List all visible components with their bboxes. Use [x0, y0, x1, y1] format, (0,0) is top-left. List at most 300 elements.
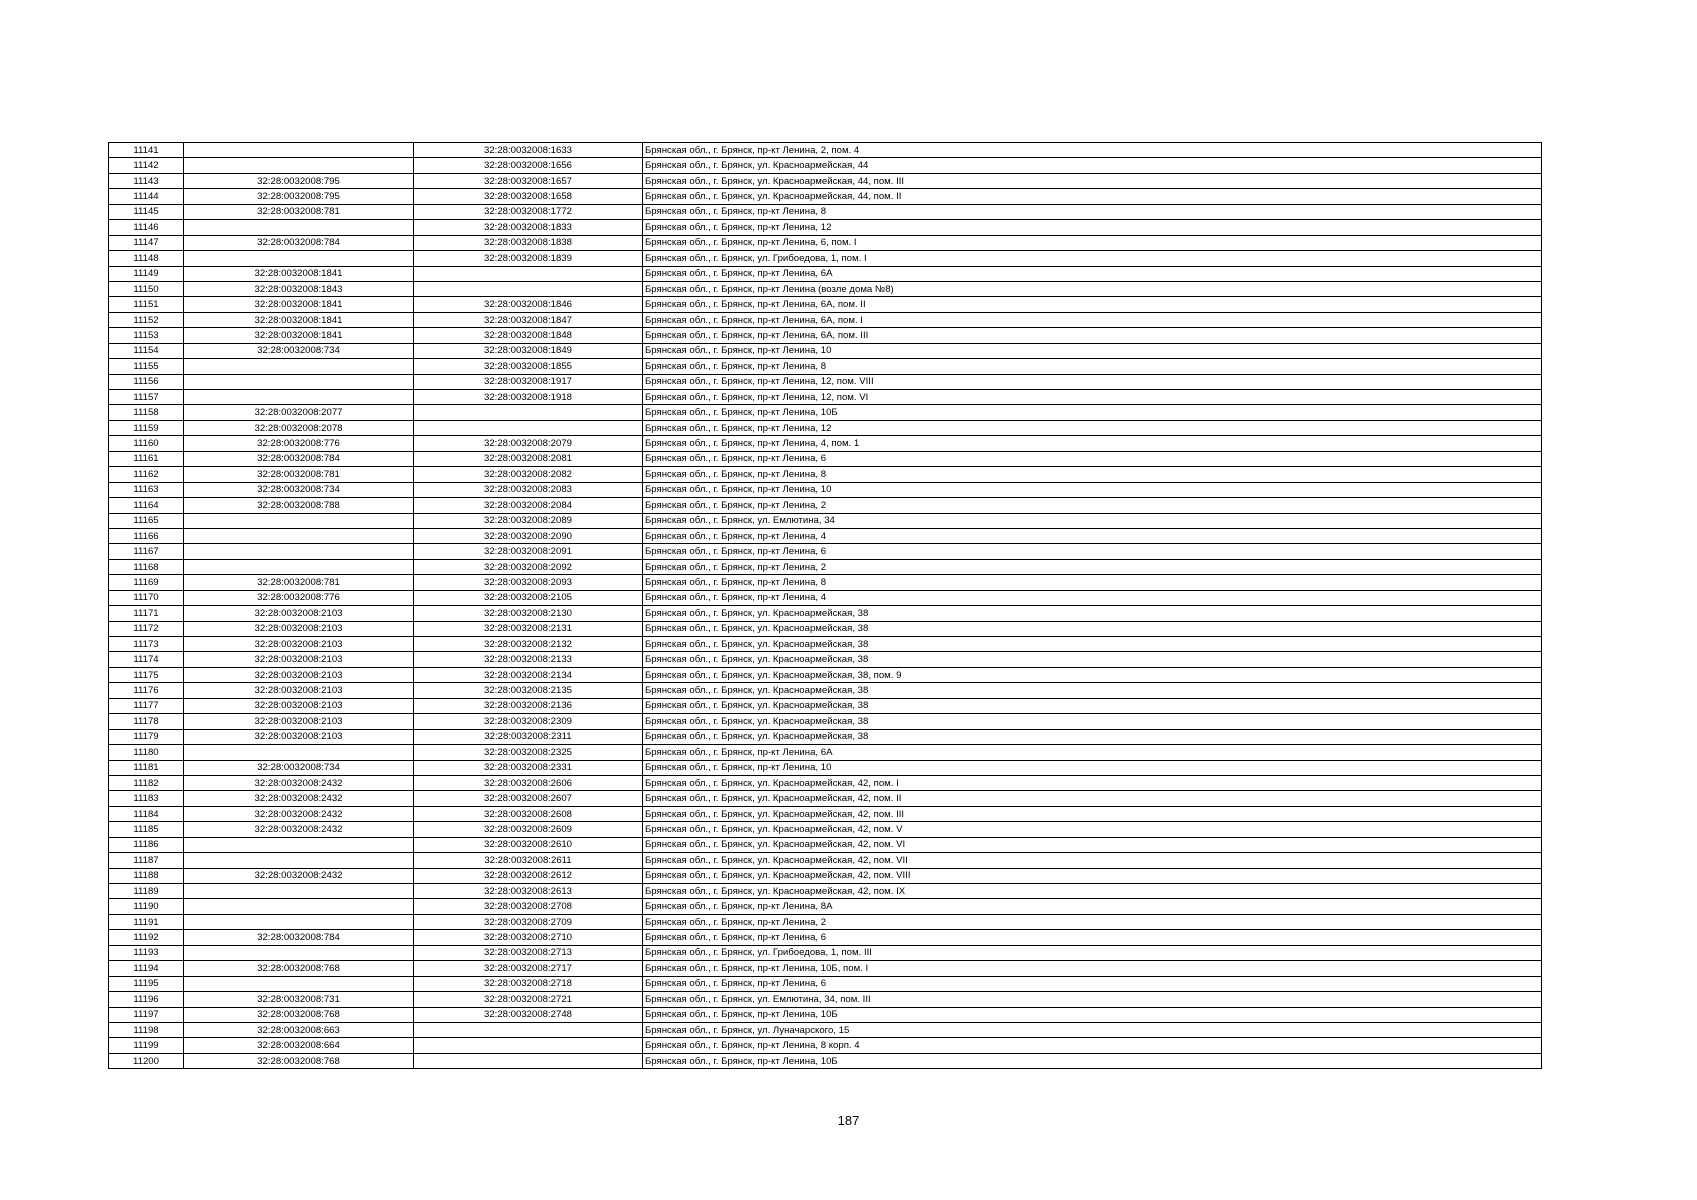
- address-cell: Брянская обл., г. Брянск, пр-кт Ленина, 12, пом. VIII: [643, 374, 1542, 389]
- address-cell: Брянская обл., г. Брянск, ул. Красноармейская, 38: [643, 698, 1542, 713]
- cadastral-number-cell: 32:28:0032008:1841: [184, 266, 414, 281]
- cadastral-number-cell: [184, 513, 414, 528]
- object-cadastral-number-cell: 32:28:0032008:2136: [414, 698, 643, 713]
- object-cadastral-number-cell: 32:28:0032008:2331: [414, 760, 643, 775]
- object-cadastral-number-cell: 32:28:0032008:2135: [414, 683, 643, 698]
- table-row: [109, 837, 1542, 852]
- table-row: [109, 266, 1542, 281]
- row-number-cell: 11194: [109, 961, 184, 976]
- object-cadastral-number-cell: 32:28:0032008:1846: [414, 297, 643, 312]
- row-number-cell: 11142: [109, 158, 184, 173]
- row-number-cell: 11193: [109, 945, 184, 960]
- cadastral-number-cell: 32:28:0032008:776: [184, 436, 414, 451]
- object-cadastral-number-cell: 32:28:0032008:1917: [414, 374, 643, 389]
- table-row: [109, 652, 1542, 667]
- table-row: [109, 914, 1542, 929]
- row-number-cell: 11148: [109, 251, 184, 266]
- cadastral-number-cell: [184, 945, 414, 960]
- table-row: [109, 1038, 1542, 1053]
- object-cadastral-number-cell: 32:28:0032008:2608: [414, 806, 643, 821]
- address-cell: Брянская обл., г. Брянск, пр-кт Ленина, 6: [643, 451, 1542, 466]
- cadastral-number-cell: [184, 884, 414, 899]
- address-cell: Брянская обл., г. Брянск, пр-кт Ленина, 2: [643, 498, 1542, 513]
- table-row: [109, 528, 1542, 543]
- row-number-cell: 11197: [109, 1007, 184, 1022]
- address-cell: Брянская обл., г. Брянск, пр-кт Ленина, 8: [643, 204, 1542, 219]
- address-cell: Брянская обл., г. Брянск, ул. Красноармейская, 42, пом. VI: [643, 837, 1542, 852]
- address-cell: Брянская обл., г. Брянск, ул. Красноармейская, 38: [643, 621, 1542, 636]
- row-number-cell: 11156: [109, 374, 184, 389]
- address-cell: Брянская обл., г. Брянск, пр-кт Ленина, 6: [643, 930, 1542, 945]
- cadastral-number-cell: [184, 220, 414, 235]
- address-cell: Брянская обл., г. Брянск, пр-кт Ленина, 2: [643, 559, 1542, 574]
- row-number-cell: 11167: [109, 544, 184, 559]
- table-row: [109, 343, 1542, 358]
- row-number-cell: 11170: [109, 590, 184, 605]
- address-cell: Брянская обл., г. Брянск, пр-кт Ленина, 4: [643, 590, 1542, 605]
- address-cell: Брянская обл., г. Брянск, ул. Красноармейская, 38: [643, 714, 1542, 729]
- cadastral-number-cell: [184, 559, 414, 574]
- cadastral-number-cell: 32:28:0032008:2103: [184, 714, 414, 729]
- row-number-cell: 11173: [109, 637, 184, 652]
- object-cadastral-number-cell: 32:28:0032008:1658: [414, 189, 643, 204]
- table-row: [109, 235, 1542, 250]
- table-row: [109, 884, 1542, 899]
- row-number-cell: 11174: [109, 652, 184, 667]
- table-row: [109, 498, 1542, 513]
- address-cell: Брянская обл., г. Брянск, ул. Красноармейская, 38, пом. 9: [643, 667, 1542, 682]
- object-cadastral-number-cell: 32:28:0032008:2132: [414, 637, 643, 652]
- address-cell: Брянская обл., г. Брянск, пр-кт Ленина (возле дома №8): [643, 281, 1542, 296]
- cadastral-number-cell: 32:28:0032008:795: [184, 173, 414, 188]
- address-cell: Брянская обл., г. Брянск, пр-кт Ленина, 4: [643, 528, 1542, 543]
- table-row: [109, 683, 1542, 698]
- address-cell: Брянская обл., г. Брянск, пр-кт Ленина, 6: [643, 976, 1542, 991]
- address-cell: Брянская обл., г. Брянск, ул. Красноармейская, 38: [643, 606, 1542, 621]
- address-cell: Брянская обл., г. Брянск, пр-кт Ленина, 8: [643, 467, 1542, 482]
- object-cadastral-number-cell: 32:28:0032008:2713: [414, 945, 643, 960]
- object-cadastral-number-cell: [414, 281, 643, 296]
- cadastral-number-cell: 32:28:0032008:731: [184, 992, 414, 1007]
- table-row: [109, 1053, 1542, 1068]
- object-cadastral-number-cell: 32:28:0032008:1849: [414, 343, 643, 358]
- object-cadastral-number-cell: 32:28:0032008:1633: [414, 143, 643, 158]
- table-row: [109, 467, 1542, 482]
- address-cell: Брянская обл., г. Брянск, пр-кт Ленина, 12: [643, 420, 1542, 435]
- table-row: [109, 899, 1542, 914]
- object-cadastral-number-cell: 32:28:0032008:1918: [414, 390, 643, 405]
- row-number-cell: 11175: [109, 667, 184, 682]
- table-row: [109, 251, 1542, 266]
- cadastral-number-cell: 32:28:0032008:2077: [184, 405, 414, 420]
- row-number-cell: 11198: [109, 1022, 184, 1037]
- row-number-cell: 11159: [109, 420, 184, 435]
- address-cell: Брянская обл., г. Брянск, ул. Луначарского, 15: [643, 1022, 1542, 1037]
- row-number-cell: 11200: [109, 1053, 184, 1068]
- table-row: [109, 559, 1542, 574]
- object-cadastral-number-cell: 32:28:0032008:2091: [414, 544, 643, 559]
- address-cell: Брянская обл., г. Брянск, пр-кт Ленина, 8 корп. 4: [643, 1038, 1542, 1053]
- row-number-cell: 11185: [109, 822, 184, 837]
- row-number-cell: 11147: [109, 235, 184, 250]
- object-cadastral-number-cell: 32:28:0032008:2089: [414, 513, 643, 528]
- row-number-cell: 11166: [109, 528, 184, 543]
- row-number-cell: 11189: [109, 884, 184, 899]
- table-row: [109, 868, 1542, 883]
- object-cadastral-number-cell: 32:28:0032008:2311: [414, 729, 643, 744]
- cadastral-number-cell: [184, 853, 414, 868]
- address-cell: Брянская обл., г. Брянск, ул. Грибоедова, 1, пом. I: [643, 251, 1542, 266]
- table-row: [109, 158, 1542, 173]
- cadastral-number-cell: 32:28:0032008:734: [184, 343, 414, 358]
- address-cell: Брянская обл., г. Брянск, пр-кт Ленина, 10: [643, 760, 1542, 775]
- object-cadastral-number-cell: 32:28:0032008:2613: [414, 884, 643, 899]
- address-cell: Брянская обл., г. Брянск, ул. Красноармейская, 38: [643, 729, 1542, 744]
- registry-table: [108, 142, 1542, 1069]
- table-row: [109, 822, 1542, 837]
- row-number-cell: 11165: [109, 513, 184, 528]
- address-cell: Брянская обл., г. Брянск, пр-кт Ленина, 10Б: [643, 1053, 1542, 1068]
- table-row: [109, 1007, 1542, 1022]
- row-number-cell: 11183: [109, 791, 184, 806]
- cadastral-number-cell: 32:28:0032008:2432: [184, 822, 414, 837]
- object-cadastral-number-cell: 32:28:0032008:1657: [414, 173, 643, 188]
- object-cadastral-number-cell: 32:28:0032008:2611: [414, 853, 643, 868]
- cadastral-number-cell: 32:28:0032008:2103: [184, 606, 414, 621]
- cadastral-number-cell: 32:28:0032008:1841: [184, 297, 414, 312]
- row-number-cell: 11180: [109, 745, 184, 760]
- address-cell: Брянская обл., г. Брянск, ул. Красноармейская, 44, пом. III: [643, 173, 1542, 188]
- object-cadastral-number-cell: 32:28:0032008:2748: [414, 1007, 643, 1022]
- cadastral-number-cell: 32:28:0032008:664: [184, 1038, 414, 1053]
- row-number-cell: 11152: [109, 312, 184, 327]
- table-row: [109, 143, 1542, 158]
- address-cell: Брянская обл., г. Брянск, пр-кт Ленина, 8: [643, 359, 1542, 374]
- row-number-cell: 11199: [109, 1038, 184, 1053]
- table-row: [109, 390, 1542, 405]
- object-cadastral-number-cell: 32:28:0032008:2092: [414, 559, 643, 574]
- row-number-cell: 11157: [109, 390, 184, 405]
- row-number-cell: 11178: [109, 714, 184, 729]
- table-row: [109, 204, 1542, 219]
- cadastral-number-cell: 32:28:0032008:734: [184, 760, 414, 775]
- address-cell: Брянская обл., г. Брянск, ул. Красноармейская, 38: [643, 652, 1542, 667]
- cadastral-number-cell: [184, 976, 414, 991]
- cadastral-number-cell: [184, 745, 414, 760]
- row-number-cell: 11143: [109, 173, 184, 188]
- object-cadastral-number-cell: 32:28:0032008:2609: [414, 822, 643, 837]
- row-number-cell: 11188: [109, 868, 184, 883]
- table-row: [109, 575, 1542, 590]
- address-cell: Брянская обл., г. Брянск, пр-кт Ленина, 12: [643, 220, 1542, 235]
- address-cell: Брянская обл., г. Брянск, ул. Красноармейская, 42, пом. I: [643, 775, 1542, 790]
- address-cell: Брянская обл., г. Брянск, пр-кт Ленина, 6А, пом. III: [643, 328, 1542, 343]
- address-cell: Брянская обл., г. Брянск, ул. Красноармейская, 42, пом. V: [643, 822, 1542, 837]
- object-cadastral-number-cell: 32:28:0032008:1839: [414, 251, 643, 266]
- row-number-cell: 11179: [109, 729, 184, 744]
- cadastral-number-cell: [184, 899, 414, 914]
- row-number-cell: 11160: [109, 436, 184, 451]
- object-cadastral-number-cell: [414, 1053, 643, 1068]
- row-number-cell: 11161: [109, 451, 184, 466]
- address-cell: Брянская обл., г. Брянск, пр-кт Ленина, 6А, пом. I: [643, 312, 1542, 327]
- object-cadastral-number-cell: 32:28:0032008:2709: [414, 914, 643, 929]
- object-cadastral-number-cell: 32:28:0032008:2606: [414, 775, 643, 790]
- table-row: [109, 281, 1542, 296]
- address-cell: Брянская обл., г. Брянск, пр-кт Ленина, 6А: [643, 266, 1542, 281]
- row-number-cell: 11149: [109, 266, 184, 281]
- cadastral-number-cell: [184, 390, 414, 405]
- row-number-cell: 11182: [109, 775, 184, 790]
- table-row: [109, 374, 1542, 389]
- cadastral-number-cell: 32:28:0032008:768: [184, 1053, 414, 1068]
- cadastral-number-cell: 32:28:0032008:2103: [184, 621, 414, 636]
- table-row: [109, 173, 1542, 188]
- table-row: [109, 992, 1542, 1007]
- object-cadastral-number-cell: 32:28:0032008:2081: [414, 451, 643, 466]
- row-number-cell: 11172: [109, 621, 184, 636]
- row-number-cell: 11146: [109, 220, 184, 235]
- table-row: [109, 791, 1542, 806]
- cadastral-number-cell: 32:28:0032008:784: [184, 451, 414, 466]
- row-number-cell: 11171: [109, 606, 184, 621]
- cadastral-number-cell: 32:28:0032008:2078: [184, 420, 414, 435]
- table-row: [109, 853, 1542, 868]
- cadastral-number-cell: [184, 544, 414, 559]
- address-cell: Брянская обл., г. Брянск, пр-кт Ленина, 8: [643, 575, 1542, 590]
- table-row: [109, 775, 1542, 790]
- address-cell: Брянская обл., г. Брянск, пр-кт Ленина, 10Б, пом. I: [643, 961, 1542, 976]
- cadastral-number-cell: [184, 143, 414, 158]
- cadastral-number-cell: 32:28:0032008:2432: [184, 806, 414, 821]
- object-cadastral-number-cell: 32:28:0032008:1838: [414, 235, 643, 250]
- address-cell: Брянская обл., г. Брянск, ул. Красноармейская, 38: [643, 637, 1542, 652]
- cadastral-number-cell: 32:28:0032008:784: [184, 930, 414, 945]
- address-cell: Брянская обл., г. Брянск, ул. Красноармейская, 42, пом. III: [643, 806, 1542, 821]
- cadastral-number-cell: 32:28:0032008:781: [184, 575, 414, 590]
- object-cadastral-number-cell: [414, 420, 643, 435]
- cadastral-number-cell: 32:28:0032008:788: [184, 498, 414, 513]
- row-number-cell: 11164: [109, 498, 184, 513]
- address-cell: Брянская обл., г. Брянск, пр-кт Ленина, 10: [643, 482, 1542, 497]
- address-cell: Брянская обл., г. Брянск, ул. Емлютина, 34, пом. III: [643, 992, 1542, 1007]
- object-cadastral-number-cell: 32:28:0032008:2105: [414, 590, 643, 605]
- table-row: [109, 297, 1542, 312]
- cadastral-number-cell: 32:28:0032008:2432: [184, 775, 414, 790]
- table-row: [109, 1022, 1542, 1037]
- object-cadastral-number-cell: [414, 405, 643, 420]
- table-row: [109, 698, 1542, 713]
- cadastral-number-cell: [184, 359, 414, 374]
- address-cell: Брянская обл., г. Брянск, ул. Красноармейская, 42, пом. IX: [643, 884, 1542, 899]
- address-cell: Брянская обл., г. Брянск, пр-кт Ленина, 6А, пом. II: [643, 297, 1542, 312]
- cadastral-number-cell: 32:28:0032008:768: [184, 1007, 414, 1022]
- row-number-cell: 11181: [109, 760, 184, 775]
- table-row: [109, 220, 1542, 235]
- address-cell: Брянская обл., г. Брянск, пр-кт Ленина, 6: [643, 544, 1542, 559]
- address-cell: Брянская обл., г. Брянск, пр-кт Ленина, 2: [643, 914, 1542, 929]
- cadastral-number-cell: [184, 914, 414, 929]
- cadastral-number-cell: 32:28:0032008:1841: [184, 312, 414, 327]
- table-row: [109, 745, 1542, 760]
- cadastral-number-cell: 32:28:0032008:2103: [184, 667, 414, 682]
- object-cadastral-number-cell: 32:28:0032008:2131: [414, 621, 643, 636]
- object-cadastral-number-cell: 32:28:0032008:2708: [414, 899, 643, 914]
- row-number-cell: 11187: [109, 853, 184, 868]
- table-row: [109, 482, 1542, 497]
- table-row: [109, 405, 1542, 420]
- address-cell: Брянская обл., г. Брянск, пр-кт Ленина, 8А: [643, 899, 1542, 914]
- table-row: [109, 436, 1542, 451]
- table-row: [109, 328, 1542, 343]
- object-cadastral-number-cell: 32:28:0032008:2607: [414, 791, 643, 806]
- row-number-cell: 11154: [109, 343, 184, 358]
- row-number-cell: 11184: [109, 806, 184, 821]
- table-row: [109, 544, 1542, 559]
- cadastral-number-cell: 32:28:0032008:2103: [184, 652, 414, 667]
- cadastral-number-cell: [184, 251, 414, 266]
- address-cell: Брянская обл., г. Брянск, ул. Красноармейская, 42, пом. VIII: [643, 868, 1542, 883]
- address-cell: Брянская обл., г. Брянск, пр-кт Ленина, 10: [643, 343, 1542, 358]
- row-number-cell: 11163: [109, 482, 184, 497]
- address-cell: Брянская обл., г. Брянск, пр-кт Ленина, 2, пом. 4: [643, 143, 1542, 158]
- object-cadastral-number-cell: 32:28:0032008:2717: [414, 961, 643, 976]
- table-row: [109, 760, 1542, 775]
- object-cadastral-number-cell: [414, 266, 643, 281]
- table-row: [109, 420, 1542, 435]
- object-cadastral-number-cell: 32:28:0032008:2082: [414, 467, 643, 482]
- cadastral-number-cell: 32:28:0032008:776: [184, 590, 414, 605]
- table-row: [109, 961, 1542, 976]
- row-number-cell: 11153: [109, 328, 184, 343]
- object-cadastral-number-cell: 32:28:0032008:2134: [414, 667, 643, 682]
- cadastral-number-cell: 32:28:0032008:781: [184, 467, 414, 482]
- registry-table-body: [109, 143, 1542, 1069]
- address-cell: Брянская обл., г. Брянск, ул. Красноармейская, 44: [643, 158, 1542, 173]
- object-cadastral-number-cell: 32:28:0032008:2612: [414, 868, 643, 883]
- row-number-cell: 11177: [109, 698, 184, 713]
- table-row: [109, 930, 1542, 945]
- object-cadastral-number-cell: 32:28:0032008:2718: [414, 976, 643, 991]
- row-number-cell: 11151: [109, 297, 184, 312]
- table-row: [109, 312, 1542, 327]
- table-row: [109, 729, 1542, 744]
- address-cell: Брянская обл., г. Брянск, ул. Красноармейская, 42, пом. VII: [643, 853, 1542, 868]
- cadastral-number-cell: 32:28:0032008:663: [184, 1022, 414, 1037]
- table-row: [109, 606, 1542, 621]
- cadastral-number-cell: [184, 374, 414, 389]
- table-row: [109, 637, 1542, 652]
- row-number-cell: 11158: [109, 405, 184, 420]
- table-row: [109, 945, 1542, 960]
- row-number-cell: 11190: [109, 899, 184, 914]
- object-cadastral-number-cell: 32:28:0032008:2083: [414, 482, 643, 497]
- table-row: [109, 451, 1542, 466]
- address-cell: Брянская обл., г. Брянск, ул. Красноармейская, 38: [643, 683, 1542, 698]
- table-row: [109, 667, 1542, 682]
- address-cell: Брянская обл., г. Брянск, пр-кт Ленина, 6А: [643, 745, 1542, 760]
- cadastral-number-cell: [184, 158, 414, 173]
- table-row: [109, 621, 1542, 636]
- table-row: [109, 189, 1542, 204]
- cadastral-number-cell: 32:28:0032008:2432: [184, 791, 414, 806]
- cadastral-number-cell: 32:28:0032008:2103: [184, 683, 414, 698]
- address-cell: Брянская обл., г. Брянск, пр-кт Ленина, 10Б: [643, 405, 1542, 420]
- cadastral-number-cell: 32:28:0032008:734: [184, 482, 414, 497]
- address-cell: Брянская обл., г. Брянск, пр-кт Ленина, 12, пом. VI: [643, 390, 1542, 405]
- cadastral-number-cell: 32:28:0032008:795: [184, 189, 414, 204]
- object-cadastral-number-cell: 32:28:0032008:1848: [414, 328, 643, 343]
- address-cell: Брянская обл., г. Брянск, пр-кт Ленина, 4, пом. 1: [643, 436, 1542, 451]
- row-number-cell: 11141: [109, 143, 184, 158]
- table-row: [109, 359, 1542, 374]
- row-number-cell: 11195: [109, 976, 184, 991]
- object-cadastral-number-cell: 32:28:0032008:2721: [414, 992, 643, 1007]
- address-cell: Брянская обл., г. Брянск, ул. Емлютина, 34: [643, 513, 1542, 528]
- object-cadastral-number-cell: 32:28:0032008:1847: [414, 312, 643, 327]
- table-row: [109, 590, 1542, 605]
- object-cadastral-number-cell: 32:28:0032008:2710: [414, 930, 643, 945]
- object-cadastral-number-cell: 32:28:0032008:1772: [414, 204, 643, 219]
- cadastral-number-cell: 32:28:0032008:784: [184, 235, 414, 250]
- row-number-cell: 11168: [109, 559, 184, 574]
- row-number-cell: 11169: [109, 575, 184, 590]
- row-number-cell: 11162: [109, 467, 184, 482]
- object-cadastral-number-cell: 32:28:0032008:2084: [414, 498, 643, 513]
- cadastral-number-cell: 32:28:0032008:768: [184, 961, 414, 976]
- cadastral-number-cell: [184, 837, 414, 852]
- object-cadastral-number-cell: 32:28:0032008:2130: [414, 606, 643, 621]
- row-number-cell: 11186: [109, 837, 184, 852]
- table-row: [109, 976, 1542, 991]
- address-cell: Брянская обл., г. Брянск, пр-кт Ленина, 10Б: [643, 1007, 1542, 1022]
- cadastral-number-cell: 32:28:0032008:2103: [184, 729, 414, 744]
- table-row: [109, 513, 1542, 528]
- object-cadastral-number-cell: 32:28:0032008:2309: [414, 714, 643, 729]
- address-cell: Брянская обл., г. Брянск, ул. Красноармейская, 42, пом. II: [643, 791, 1542, 806]
- object-cadastral-number-cell: 32:28:0032008:2093: [414, 575, 643, 590]
- object-cadastral-number-cell: 32:28:0032008:1656: [414, 158, 643, 173]
- object-cadastral-number-cell: 32:28:0032008:1833: [414, 220, 643, 235]
- row-number-cell: 11144: [109, 189, 184, 204]
- cadastral-number-cell: [184, 528, 414, 543]
- object-cadastral-number-cell: 32:28:0032008:2610: [414, 837, 643, 852]
- cadastral-number-cell: 32:28:0032008:781: [184, 204, 414, 219]
- row-number-cell: 11192: [109, 930, 184, 945]
- address-cell: Брянская обл., г. Брянск, ул. Грибоедова, 1, пом. III: [643, 945, 1542, 960]
- row-number-cell: 11196: [109, 992, 184, 1007]
- cadastral-number-cell: 32:28:0032008:2103: [184, 698, 414, 713]
- object-cadastral-number-cell: 32:28:0032008:2133: [414, 652, 643, 667]
- object-cadastral-number-cell: 32:28:0032008:2079: [414, 436, 643, 451]
- object-cadastral-number-cell: 32:28:0032008:2090: [414, 528, 643, 543]
- cadastral-number-cell: 32:28:0032008:2432: [184, 868, 414, 883]
- object-cadastral-number-cell: [414, 1038, 643, 1053]
- row-number-cell: 11191: [109, 914, 184, 929]
- address-cell: Брянская обл., г. Брянск, ул. Красноармейская, 44, пом. II: [643, 189, 1542, 204]
- cadastral-number-cell: 32:28:0032008:1843: [184, 281, 414, 296]
- row-number-cell: 11155: [109, 359, 184, 374]
- cadastral-number-cell: 32:28:0032008:2103: [184, 637, 414, 652]
- table-row: [109, 714, 1542, 729]
- object-cadastral-number-cell: [414, 1022, 643, 1037]
- table-row: [109, 806, 1542, 821]
- page-number: 187: [837, 1113, 860, 1128]
- address-cell: Брянская обл., г. Брянск, пр-кт Ленина, 6, пом. I: [643, 235, 1542, 250]
- object-cadastral-number-cell: 32:28:0032008:2325: [414, 745, 643, 760]
- row-number-cell: 11176: [109, 683, 184, 698]
- object-cadastral-number-cell: 32:28:0032008:1855: [414, 359, 643, 374]
